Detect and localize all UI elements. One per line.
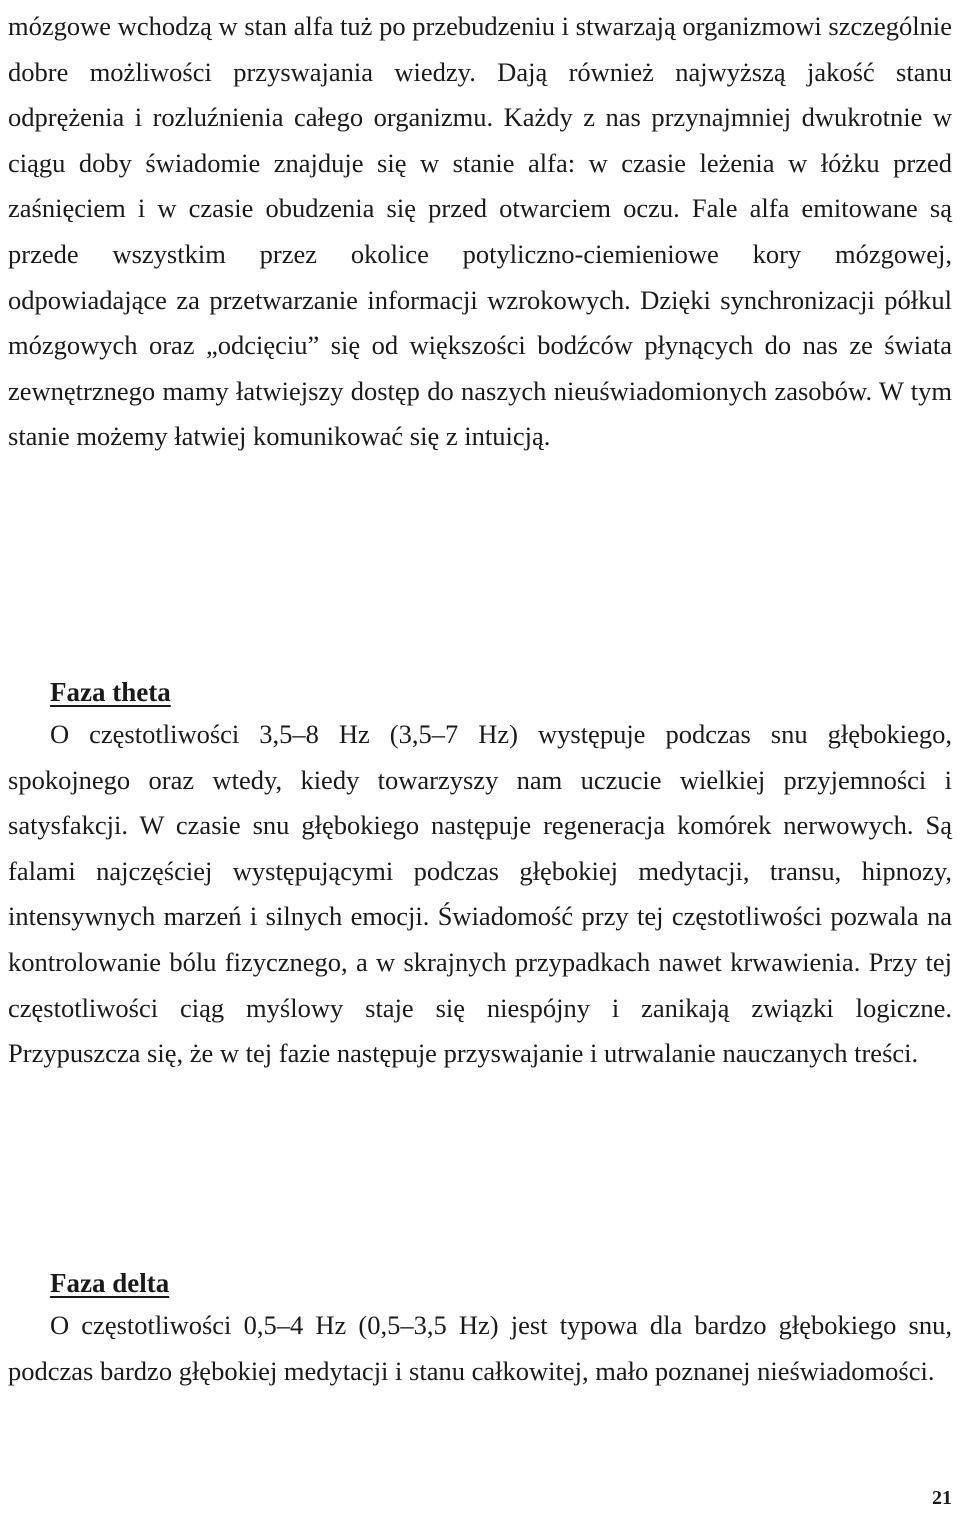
section-paragraph-theta: O częstotliwości 3,5–8 Hz (3,5–7 Hz) występuje podczas snu głębokiego, spokojnego oraz wtedy, kiedy towarzyszy nam uczucie wielkiej przyjemności i satysfakcji. W czasie snu głębokiego następuje regeneracja komórek nerwowych. Są falami najczęściej występującymi podczas głębokiej medytacji, transu, hipnozy, intensywnych marzeń i silnych emocji. Świadomość przy tej częstotliwości pozwala na kontrolowanie bólu fizycznego, a w skrajnych przypadkach nawet krwawienia. Przy tej częstotliwości ciąg myślowy staje się niespójny i zanikają związki logiczne. Przypuszcza się, że w tej fazie następuje przyswajanie i utrwalanie nauczanych treści.	[8, 719, 952, 1069]
section-heading-delta: Faza delta	[50, 1268, 170, 1298]
page-number: 21	[932, 1487, 952, 1509]
section-delta	[8, 1263, 952, 1394]
section-paragraph-delta: O częstotliwości 0,5–4 Hz (0,5–3,5 Hz) jest typowa dla bardzo głębokiego snu, podczas bardzo głębokiej medytacji i stanu całkowitej, mało poznanej nieświadomości.	[8, 1310, 952, 1386]
book-page	[8, 0, 952, 1386]
continuation-paragraph: mózgowe wchodzą w stan alfa tuż po przebudzeniu i stwarzają organizmowi szczególnie dobre możliwości przyswajania wiedzy. Dają również najwyższą jakość stanu odprężenia i rozluźnienia całego organizmu. Każdy z nas przynajmniej dwukrotnie w ciągu doby świadomie znajduje się w stanie alfa: w czasie leżenia w łóżku przed zaśnięciem i w czasie obudzenia się przed otwarciem oczu. Fale alfa emitowane są przede wszystkim przez okolice potyliczno-ciemieniowe kory mózgowej, odpowiadające za przetwarzanie informacji wzrokowych. Dzięki synchronizacji półkul mózgowych oraz „odcięciu” się od większości bodźców płynących do nas ze świata zewnętrznego mamy łatwiejszy dostęp do naszych nieuświadomionych zasobów. W tym stanie możemy łatwiej komunikować się z intuicją.	[8, 11, 952, 452]
section-theta	[8, 672, 952, 1077]
section-heading-theta: Faza theta	[50, 677, 171, 707]
